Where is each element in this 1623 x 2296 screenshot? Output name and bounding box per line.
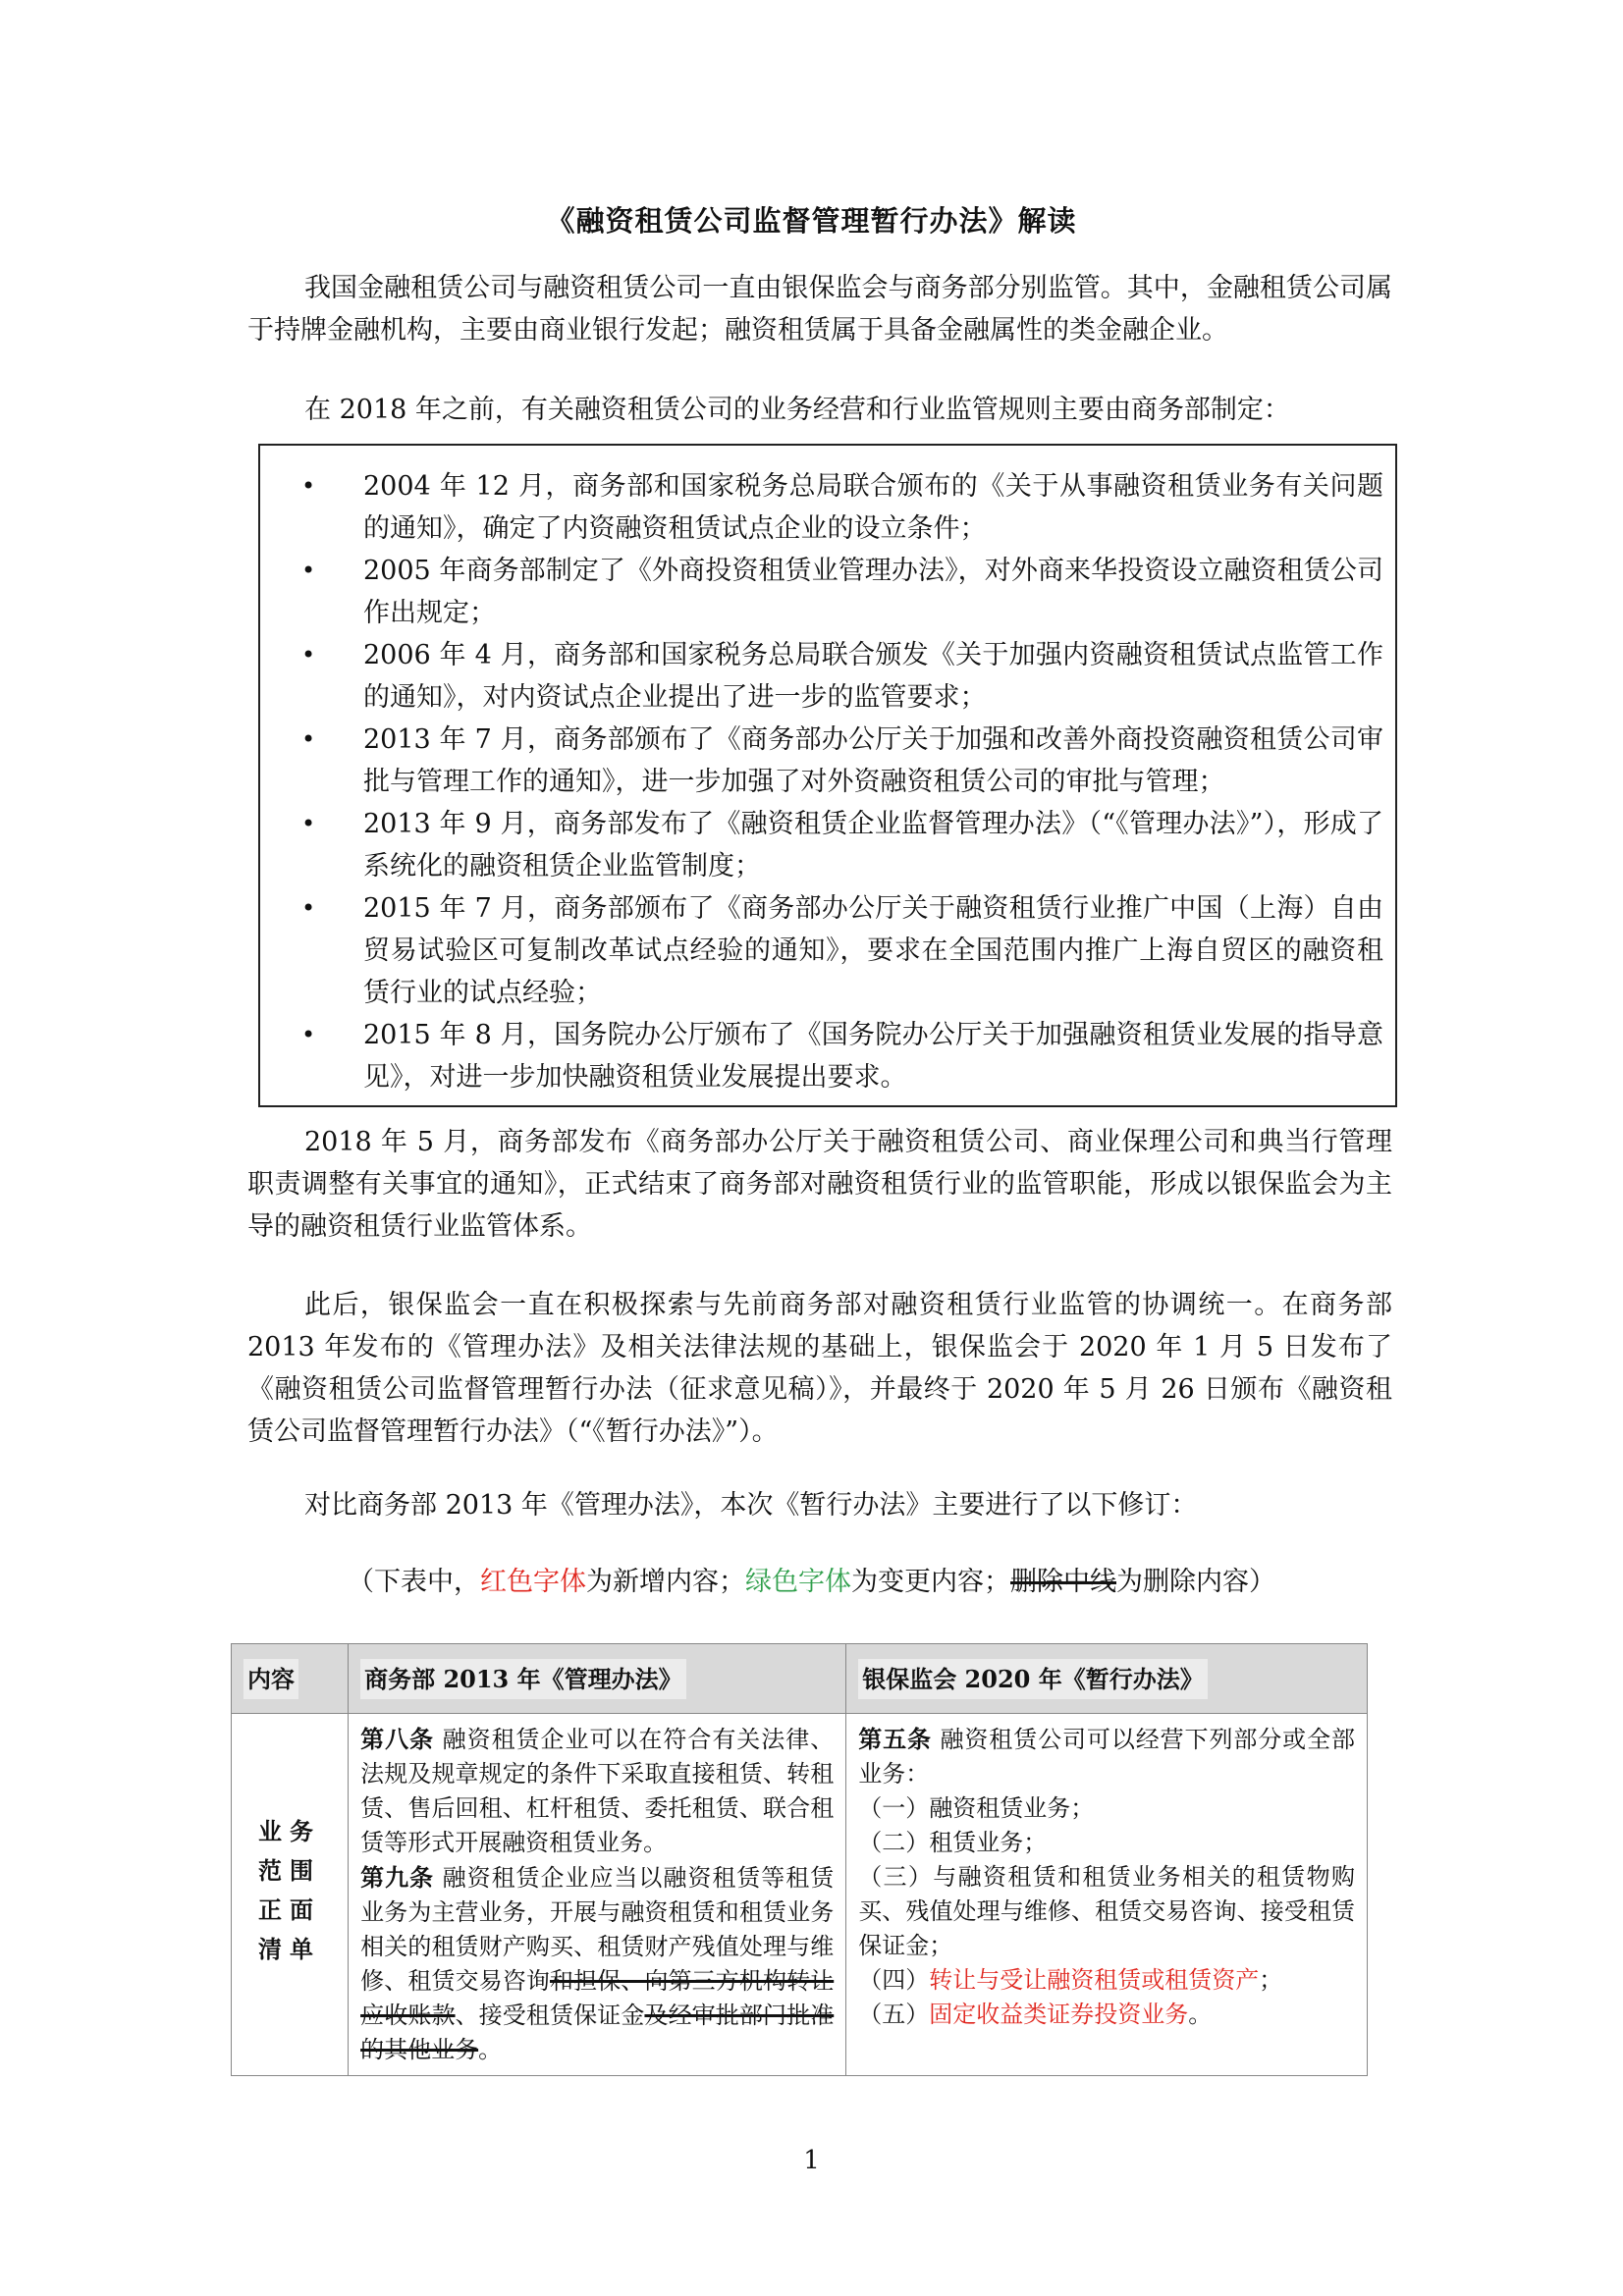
page-number: 1 [803, 2146, 820, 2175]
history-item: • 2015 年 7 月，商务部颁布了《商务部办公厅关于融资租赁行业推广中国（上海）自由贸易试验区可复制改革试点经验的通知》，要求在全国范围内推广上海自贸区的融资租赁行业的试点经验； [260, 887, 1395, 1014]
history-item: • 2015 年 8 月，国务院办公厅颁布了《国务院办公厅关于加强融资租赁业发展的指导意见》，对进一步加快融资租赁业发展提出要求。 [260, 1014, 1395, 1098]
row-label: 业务范围正面清单 [232, 1714, 349, 2076]
header-mofcom: 商务部 2013 年《管理办法》 [349, 1644, 846, 1714]
legend-added: 红色字体 [480, 1567, 586, 1597]
intro-paragraph: 我国金融租赁公司与融资租赁公司一直由银保监会与商务部分别监管。其中，金融租赁公司属于持牌金融机构，主要由商业银行发起；融资租赁属于具备金融属性的类金融企业。 [247, 273, 1392, 346]
added-text: 固定收益类证券投资业务 [929, 2001, 1189, 2028]
bullet-icon: • [301, 1021, 316, 1048]
color-legend: （下表中，红色字体为新增内容；绿色字体为变更内容；删除中线为删除内容） [348, 1567, 1275, 1597]
deleted-text: 和担保、向第三方机构转让应收账款 [360, 1967, 835, 2029]
history-item: • 2004 年 12 月，商务部和国家税务总局联合颁布的《关于从事融资租赁业务有关问题的通知》，确定了内资融资租赁试点企业的设立条件； [260, 465, 1395, 550]
comparison-table [231, 1643, 1368, 2076]
header-cbirc: 银保监会 2020 年《暂行办法》 [846, 1644, 1368, 1714]
history-item: • 2005 年商务部制定了《外商投资租赁业管理办法》，对外商来华投资设立融资租赁公司作出规定； [260, 550, 1395, 634]
history-box [258, 444, 1397, 1107]
document-title: 《融资租赁公司监督管理暂行办法》解读 [546, 204, 1077, 238]
header-content: 内容 [232, 1644, 349, 1714]
bullet-icon: • [301, 725, 316, 753]
before-2018-paragraph: 在 2018 年之前，有关融资租赁公司的业务经营和行业监管规则主要由商务部制定： [304, 395, 1290, 425]
bullet-icon: • [301, 472, 316, 500]
added-text: 转让与受让融资租赁或租赁资产 [929, 1966, 1260, 1994]
table-header-row [232, 1644, 1368, 1714]
table-row [232, 1714, 1368, 2076]
legend-changed: 绿色字体 [745, 1567, 851, 1597]
bullet-icon: • [301, 557, 316, 584]
bullet-icon: • [301, 641, 316, 668]
legend-deleted: 删除中线 [1010, 1567, 1116, 1597]
history-item: • 2013 年 9 月，商务部发布了《融资租赁企业监督管理办法》（“《管理办法》”），形成了系统化的融资租赁企业监管制度； [260, 803, 1395, 887]
bullet-icon: • [301, 810, 316, 837]
history-list [260, 465, 1395, 1098]
cbirc-cell: 第五条 融资租赁公司可以经营下列部分或全部业务： （一）融资租赁业务； （二）租赁业务； （三）与融资租赁和租赁业务相关的租赁物购买、残值处理与维修、租赁交易咨询、接受租赁保证金； （四）转让与受让融资租赁或租赁资产； （五）固定收益类证券投资业务。 [846, 1714, 1368, 2076]
mofcom-cell: 第八条 融资租赁企业可以在符合有关法律、法规及规章规定的条件下采取直接租赁、转租赁、售后回租、杠杆租赁、委托租赁、联合租赁等形式开展融资租赁业务。 第九条 融资租赁企业应当以融资租赁等租赁业务为主营业务，开展与融资租赁和租赁业务相关的租赁财产购买、租赁财产残值处理与维修、租赁交易咨询和担保、向第三方机构转让应收账款、接受租赁保证金及经审批部门批准的其他业务。 [349, 1714, 846, 2076]
paragraph-after: 此后，银保监会一直在积极探索与先前商务部对融资租赁行业监管的协调统一。在商务部 2013 年发布的《管理办法》及相关法律法规的基础上，银保监会于 2020 年 1 月 5 日发布了《融资租赁公司监督管理暂行办法（征求意见稿）》，并最终于 2020 年 5 月 26 日颁布《融资租赁公司监督管理暂行办法》（“《暂行办法》”）。 [247, 1290, 1392, 1447]
bullet-icon: • [301, 894, 316, 922]
deleted-text: 及经审批部门批准的其他业务 [360, 2002, 835, 2063]
paragraph-compare: 对比商务部 2013 年《管理办法》，本次《暂行办法》主要进行了以下修订： [304, 1490, 1198, 1521]
paragraph-2018: 2018 年 5 月，商务部发布《商务部办公厅关于融资租赁公司、商业保理公司和典当行管理职责调整有关事宜的通知》，正式结束了商务部对融资租赁行业的监管职能，形成以银保监会为主导的融资租赁行业监管体系。 [247, 1127, 1392, 1242]
history-item: • 2013 年 7 月，商务部颁布了《商务部办公厅关于加强和改善外商投资融资租赁公司审批与管理工作的通知》，进一步加强了对外资融资租赁公司的审批与管理； [260, 719, 1395, 803]
history-item: • 2006 年 4 月，商务部和国家税务总局联合颁发《关于加强内资融资租赁试点监管工作的通知》，对内资试点企业提出了进一步的监管要求； [260, 634, 1395, 719]
